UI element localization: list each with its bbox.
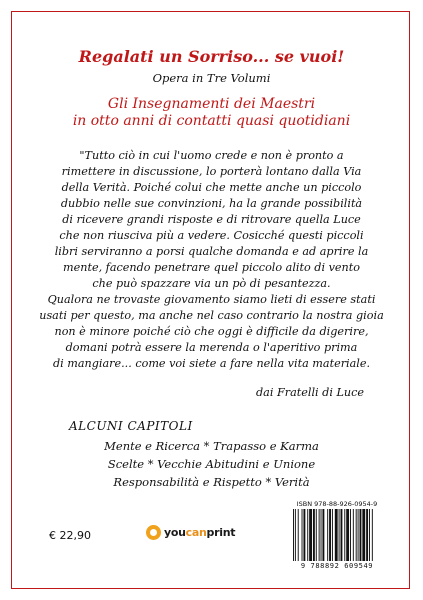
blurb-line: di ricevere grandi risposte e di ritrovare quella Luce <box>62 213 361 226</box>
barcode-bar <box>313 509 315 561</box>
blurb-line: di mangiare... come voi siete a fare nella vita materiale. <box>52 357 371 370</box>
barcode-bar <box>316 509 317 561</box>
barcode-bar <box>307 509 308 561</box>
barcode-bar <box>344 509 345 561</box>
heading-line: Gli Insegnamenti dei Maestri <box>107 96 316 112</box>
chapters-title: ALCUNI CAPITOLI <box>69 419 193 433</box>
barcode-bar <box>309 509 312 561</box>
barcode-bar <box>319 509 320 561</box>
blurb-line: domani potrà essere la merenda o l'aperitivo prima <box>65 341 358 354</box>
heading-line: in otto anni di contatti quasi quotidiani <box>72 113 351 129</box>
book-subtitle: Opera in Tre Volumi <box>152 71 271 85</box>
book-title: Regalati un Sorriso... se vuoi! <box>78 47 345 66</box>
blurb-line: usati per questo, ma anche nel caso contrario la nostra gioia <box>39 309 384 322</box>
chapters-line: Mente e Ricerca * Trapasso e Karma <box>104 439 319 453</box>
barcode-bar <box>302 509 303 561</box>
barcode-bar <box>350 509 351 561</box>
blurb-line: che non riusciva più a vedere. Cosicché questi piccoli <box>59 229 364 242</box>
publisher-name-prefix: you <box>164 526 186 539</box>
barcode-bar <box>346 509 349 561</box>
blurb-line: che può spazzare via un pò di pesantezza. <box>92 277 331 290</box>
section-heading <box>0 96 423 130</box>
barcode-bar <box>360 509 362 561</box>
barcode-bar <box>369 509 370 561</box>
barcode-bar <box>339 509 340 561</box>
blurb-line: della Verità. Poiché colui che mette anche un piccolo <box>61 181 362 194</box>
barcode-bar <box>329 509 331 561</box>
blurb-line: rimettere in discussione, lo porterà lontano dalla Via <box>61 165 362 178</box>
barcode-bar <box>303 509 305 561</box>
barcode-bar <box>356 509 357 561</box>
blurb-line: libri serviranno a porsi qualche domanda e ad aprire la <box>54 245 369 258</box>
chapters-line: Responsabilità e Rispetto * Verità <box>113 475 310 489</box>
barcode-bar <box>293 509 294 561</box>
publisher-logo <box>146 525 235 540</box>
isbn-text: ISBN 978-88-926-0954-9 <box>296 500 378 508</box>
blurb-line: mente, facendo penetrare quel piccolo alito di vento <box>63 261 360 274</box>
barcode-bar <box>372 509 373 561</box>
barcode-bar <box>341 509 343 561</box>
barcode-bar <box>332 509 333 561</box>
publisher-name <box>164 526 235 539</box>
blurb-line: "Tutto ciò in cui l'uomo crede e non è pronto a <box>79 149 344 162</box>
barcode-bar <box>295 509 296 561</box>
barcode-bar <box>298 509 299 561</box>
chapters-list <box>0 437 423 491</box>
publisher-name-accent: can <box>185 526 207 539</box>
barcode-bar <box>327 509 328 561</box>
barcode-bar <box>362 509 365 561</box>
barcode-bar <box>353 509 354 561</box>
blurb-line: non è minore poiché ciò che oggi è difficile da digerire, <box>54 325 369 338</box>
barcode-bar <box>335 509 338 561</box>
signature: dai Fratelli di Luce <box>256 386 364 399</box>
chapters-line: Scelte * Vecchie Abitudini e Unione <box>107 457 316 471</box>
publisher-name-suffix: print <box>206 526 236 539</box>
barcode-bar <box>358 509 359 561</box>
barcode-bar <box>366 509 368 561</box>
barcode-digits: 9 788892 609549 <box>300 562 374 570</box>
barcode-area <box>287 500 387 573</box>
barcode-bar <box>321 509 322 561</box>
price: € 22,90 <box>49 529 91 542</box>
barcode-bar <box>322 509 324 561</box>
blurb-line: dubbio nelle sue convinzioni, ha la grande possibilità <box>60 197 363 210</box>
barcode-icon <box>293 509 383 561</box>
blurb-text <box>0 148 423 372</box>
blurb-line: Qualora ne trovaste giovamento siamo lieti di essere stati <box>47 293 376 306</box>
publisher-logo-icon <box>146 525 161 540</box>
